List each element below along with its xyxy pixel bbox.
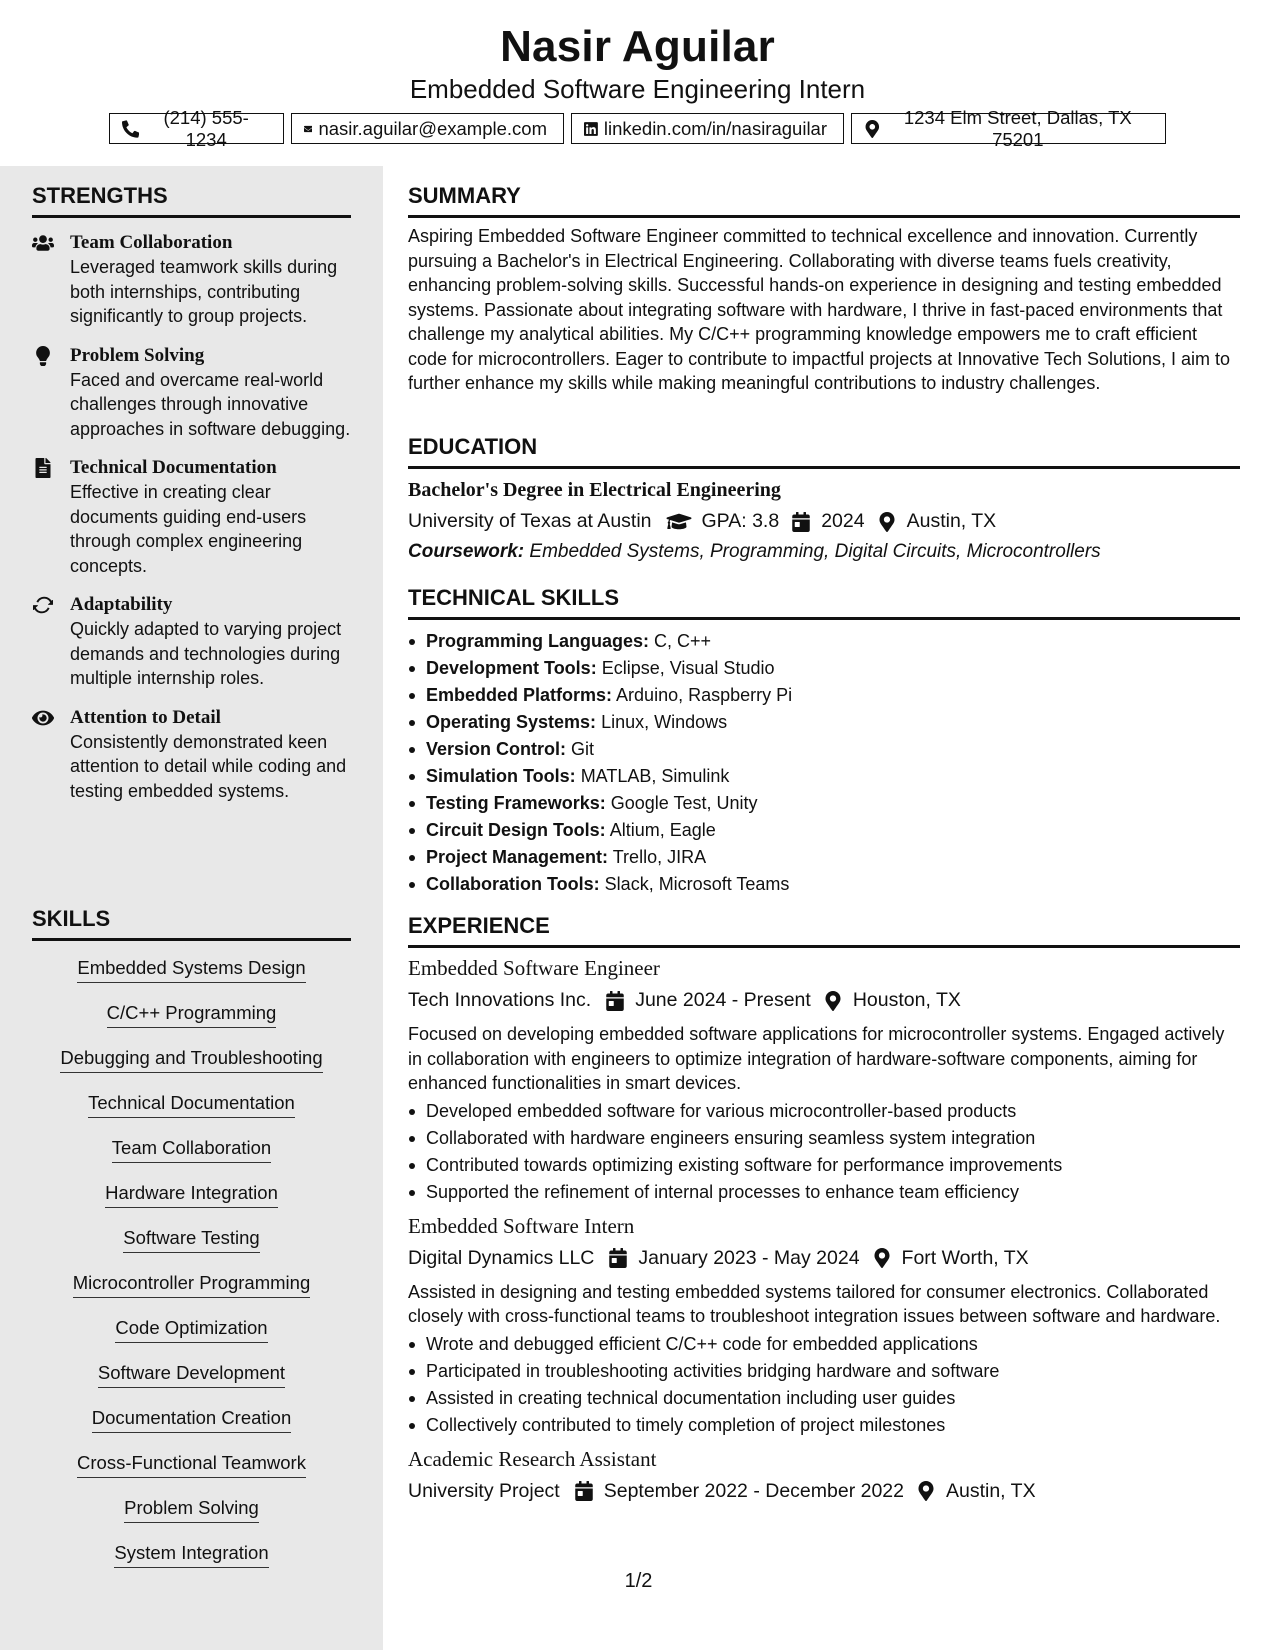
job-bullets	[408, 1331, 1240, 1439]
company-name: University Project	[408, 1479, 560, 1502]
address-text: 1234 Elm Street, Dallas, TX 75201	[903, 106, 1132, 150]
strength-desc: Consistently demonstrated keen attention to detail while coding and testing embedded systems.	[70, 731, 347, 801]
job-meta	[408, 1247, 1240, 1270]
contact-bar	[0, 106, 1275, 150]
company-name: Digital Dynamics LLC	[408, 1246, 595, 1269]
lightbulb-icon	[32, 346, 54, 366]
graduation-cap-icon	[666, 512, 692, 532]
job-title: Academic Research Assistant	[408, 1446, 657, 1471]
skill-tag: Software Development	[98, 1361, 285, 1388]
strength-desc: Faced and overcame real-world challenges through innovative approaches in software debugging.	[70, 369, 351, 439]
list-item: Circuit Design Tools: Altium, Eagle	[408, 817, 1240, 844]
strengths-section	[32, 183, 351, 218]
list-item: Development Tools: Eclipse, Visual Studio	[408, 655, 1240, 682]
candidate-name: Nasir Aguilar	[500, 22, 775, 71]
strength-item	[32, 455, 351, 578]
sidebar	[0, 166, 383, 1650]
skill-tag: Software Testing	[123, 1226, 259, 1253]
skill-tag: Cross-Functional Teamwork	[77, 1451, 306, 1478]
job-bullets	[408, 1098, 1240, 1206]
coursework-text: Embedded Systems, Programming, Digital Circuits, Microcontrollers	[529, 541, 1101, 562]
job-dates: January 2023 - May 2024	[638, 1246, 860, 1269]
list-item: Programming Languages: C, C++	[408, 628, 1240, 655]
users-icon	[32, 233, 54, 253]
list-item: Developed embedded software for various microcontroller-based products	[408, 1098, 1240, 1125]
strength-desc: Effective in creating clear documents guiding end-users through complex engineering concepts.	[70, 482, 307, 576]
job-description: Focused on developing embedded software applications for microcontroller systems. Engaged actively in collaboration with engineers to optimize integration of hardware-software components, aiming for enhanced functionalities in smart devices.	[408, 1024, 1225, 1093]
calendar-icon	[574, 1481, 594, 1501]
summary-section	[408, 183, 1240, 396]
strength-title: Problem Solving	[70, 344, 205, 366]
list-item: Wrote and debugged efficient C/C++ code for embedded applications	[408, 1331, 1240, 1358]
candidate-title: Embedded Software Engineering Intern	[409, 74, 866, 104]
sync-icon	[32, 595, 54, 615]
summary-text: Aspiring Embedded Software Engineer committed to technical excellence and innovation. Currently pursuing a Bachelor's in Electrical Engineering. Collaborating with diverse teams fuels creativity, enhancing problem-solving skills. Successful hands-on experience in designing and testing embedded systems. Passionate about integrating software with hardware, I thrive in fast-paced environments that challenge my analytical abilities. My C/C++ programming knowledge empowers me to craft efficient code for microcontrollers. Eager to contribute to impactful projects at Innovative Tech Solutions, I aim to further enhance my skills while making meaningful contributions to industry challenges.	[408, 226, 1231, 393]
resume-header	[0, 0, 1275, 166]
phone-icon	[122, 120, 139, 138]
job-dates: June 2024 - Present	[635, 989, 811, 1011]
calendar-icon	[605, 991, 625, 1011]
company-name: Tech Innovations Inc.	[408, 989, 592, 1011]
skill-tag: Code Optimization	[115, 1316, 267, 1343]
job-entry	[408, 1214, 1240, 1439]
skills-heading: SKILLS	[32, 906, 351, 941]
map-pin-icon	[877, 512, 897, 532]
map-pin-icon	[864, 120, 881, 138]
skill-tag: C/C++ Programming	[107, 1001, 277, 1028]
phone-text: (214) 555-1234	[163, 106, 249, 150]
job-title: Embedded Software Intern	[408, 1213, 635, 1238]
list-item: Collaboration Tools: Slack, Microsoft Teams	[408, 871, 1240, 898]
education-location: Austin, TX	[906, 510, 997, 532]
job-location: Fort Worth, TX	[901, 1246, 1029, 1269]
linkedin-icon	[584, 120, 598, 138]
envelope-icon	[304, 120, 312, 138]
page-number-text: 1/2	[624, 1570, 653, 1592]
strength-title: Technical Documentation	[70, 457, 277, 478]
skill-tag: Problem Solving	[124, 1496, 259, 1523]
linkedin-text: linkedin.com/in/nasiraguilar	[603, 117, 827, 139]
job-description: Assisted in designing and testing embedded systems tailored for consumer electronics. Collaborated closely with cross-functional teams to troubleshoot integration issues between software and hardware.	[408, 1281, 1221, 1326]
list-item: Collaborated with hardware engineers ensuring seamless system integration	[408, 1125, 1240, 1152]
job-title: Embedded Software Engineer	[408, 956, 660, 980]
graduation-year: 2024	[821, 510, 865, 532]
calendar-icon	[791, 512, 811, 532]
skills-list	[32, 956, 351, 1586]
strength-item	[32, 705, 351, 804]
job-entry	[408, 1447, 1240, 1503]
technical-skills-heading: TECHNICAL SKILLS	[408, 585, 1240, 620]
list-item: Testing Frameworks: Google Test, Unity	[408, 790, 1240, 817]
strength-item	[32, 343, 351, 442]
list-item: Supported the refinement of internal processes to enhance team efficiency	[408, 1179, 1240, 1206]
skill-tag: Team Collaboration	[112, 1136, 271, 1163]
experience-heading: EXPERIENCE	[408, 913, 1240, 948]
contact-email[interactable]	[291, 113, 564, 144]
list-item: Assisted in creating technical documentation including user guides	[408, 1385, 1240, 1412]
technical-skills-section	[408, 585, 1240, 898]
list-item: Simulation Tools: MATLAB, Simulink	[408, 763, 1240, 790]
contact-linkedin[interactable]	[571, 113, 844, 144]
job-location: Austin, TX	[945, 1479, 1036, 1502]
job-entry	[408, 956, 1240, 1206]
strengths-list	[32, 230, 351, 817]
contact-phone[interactable]	[109, 106, 284, 150]
skill-tag: Technical Documentation	[88, 1091, 295, 1118]
strength-title: Adaptability	[70, 594, 173, 615]
strength-title: Attention to Detail	[70, 706, 221, 728]
eye-icon	[32, 708, 54, 728]
strength-title: Team Collaboration	[70, 232, 233, 253]
list-item: Project Management: Trello, JIRA	[408, 844, 1240, 871]
strengths-heading: STRENGTHS	[32, 183, 351, 218]
skill-tag: Documentation Creation	[92, 1406, 292, 1433]
list-item: Collectively contributed to timely completion of project milestones	[408, 1412, 1240, 1439]
list-item: Operating Systems: Linux, Windows	[408, 709, 1240, 736]
skills-section	[32, 906, 351, 941]
school-name: University of Texas at Austin	[408, 510, 652, 532]
experience-section	[408, 913, 1240, 1503]
map-pin-icon	[916, 1481, 936, 1501]
skill-tag: Hardware Integration	[105, 1181, 278, 1208]
coursework-label: Coursework:	[408, 541, 525, 562]
contact-address	[851, 106, 1166, 150]
page-number	[0, 1570, 1275, 1593]
document-icon	[32, 458, 54, 478]
map-pin-icon	[872, 1248, 892, 1268]
list-item: Embedded Platforms: Arduino, Raspberry Pi	[408, 682, 1240, 709]
list-item: Participated in troubleshooting activities bridging hardware and software	[408, 1358, 1240, 1385]
map-pin-icon	[823, 991, 843, 1011]
technical-skills-list	[408, 628, 1240, 898]
degree-title: Bachelor's Degree in Electrical Engineering	[408, 479, 781, 501]
education-meta	[408, 510, 1240, 533]
skill-tag: Microcontroller Programming	[73, 1271, 310, 1298]
calendar-icon	[608, 1248, 628, 1268]
gpa-text: GPA: 3.8	[701, 510, 780, 532]
strength-desc: Leveraged teamwork skills during both internships, contributing significantly to group projects.	[70, 257, 338, 326]
strength-item	[32, 592, 351, 691]
skill-tag: Embedded Systems Design	[77, 956, 305, 983]
job-meta	[408, 1480, 1240, 1503]
list-item: Version Control: Git	[408, 736, 1240, 763]
job-location: Houston, TX	[852, 989, 961, 1011]
education-section	[408, 434, 1240, 563]
education-heading: EDUCATION	[408, 434, 1240, 469]
job-dates: September 2022 - December 2022	[603, 1479, 904, 1502]
strength-desc: Quickly adapted to varying project demands and technologies during multiple internship roles.	[70, 619, 342, 688]
skill-tag: System Integration	[114, 1541, 268, 1568]
skill-tag: Debugging and Troubleshooting	[60, 1046, 322, 1073]
coursework-line	[408, 541, 1240, 563]
list-item: Contributed towards optimizing existing software for performance improvements	[408, 1152, 1240, 1179]
summary-heading: SUMMARY	[408, 183, 1240, 218]
email-text: nasir.aguilar@example.com	[318, 117, 547, 139]
job-meta	[408, 989, 1240, 1012]
strength-item	[32, 230, 351, 329]
